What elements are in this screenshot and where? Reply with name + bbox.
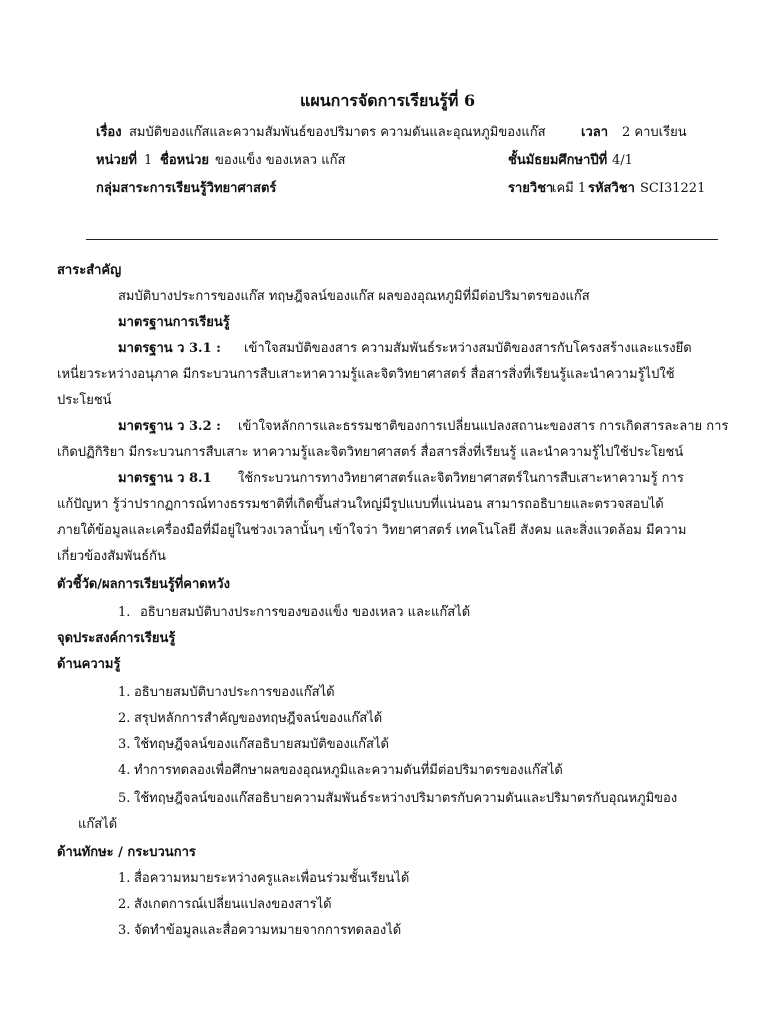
time-text: 2 คาบเรียน — [622, 125, 687, 140]
objective-item-continued: แก๊สได้ — [78, 817, 118, 832]
standard-3-2-text: เกิดปฏิกิริยา มีกระบวนการสืบเสาะ หาความรู้และจิตวิทยาศาสตร์ สื่อสารสิ่งที่เรียนรู้ และนำความรู้ไปใช้ประโยชน์ — [57, 445, 684, 460]
skill-number: 1. — [118, 871, 131, 886]
knowledge-heading: ด้านความรู้ — [57, 657, 121, 672]
objective-number: 2. — [118, 711, 131, 726]
objective-number: 3. — [118, 737, 131, 752]
objective-item: ทำการทดลองเพื่อศึกษาผลของอุณหภูมิและความดันที่มีต่อปริมาตรของแก๊สได้ — [134, 763, 563, 778]
standard-8-1-label: มาตรฐาน ว 8.1 — [118, 471, 212, 486]
topic-label: เรื่อง — [96, 125, 122, 140]
code-label: รหัสวิชา — [588, 181, 635, 196]
unit-name-label: ชื่อหน่วย — [160, 153, 210, 168]
standard-3-2-text: เข้าใจหลักการและธรรมชาติของการเปลี่ยนแปลงสถานะของสาร การเกิดสารละลาย การ — [238, 419, 729, 434]
unit-label: หน่วยที่ — [96, 153, 137, 168]
standard-8-1-text: เกี่ยวข้องสัมพันธ์กัน — [57, 549, 166, 564]
unit-name: ของแข็ง ของเหลว แก๊ส — [215, 153, 346, 168]
standard-8-1-text: ภายใต้ข้อมูลและเครื่องมือที่มีอยู่ในช่วงเวลานั้นๆ เข้าใจว่า วิทยาศาสตร์ เทคโนโลยี สังคม และสิ่งแวดล้อม มีความ — [57, 523, 687, 538]
skill-item: จัดทำข้อมูลและสื่อความหมายจากการทดลองได้ — [134, 923, 402, 938]
unit-number: 1 — [144, 153, 153, 168]
objective-item: ใช้ทฤษฎีจลน์ของแก๊สอธิบายสมบัติของแก๊สได้ — [134, 737, 389, 752]
objective-item: อธิบายสมบัติบางประการของแก๊สได้ — [134, 685, 335, 700]
standard-8-1-text: ใช้กระบวนการทางวิทยาศาสตร์และจิตวิทยาศาสตร์ในการสืบเสาะหาความรู้ การ — [238, 471, 684, 486]
essence-text: สมบัติบางประการของแก๊ส ทฤษฎีจลน์ของแก๊ส ผลของอุณหภูมิที่มีต่อปริมาตรของแก๊ส — [118, 289, 590, 304]
standard-3-1-text: เหนี่ยวระหว่างอนุภาค มีกระบวนการสืบเสาะหาความรู้และจิตวิทยาศาสตร์ สื่อสารสิ่งที่เรียนรู้และนำความรู้ไปใช้ — [57, 367, 675, 382]
skill-item: สังเกตการณ์เปลี่ยนแปลงของสารได้ — [134, 897, 332, 912]
standard-3-2-label: มาตรฐาน ว 3.2 : — [118, 419, 221, 434]
indicator-item: อธิบายสมบัติบางประการของของแข็ง ของเหลว และแก๊สได้ — [140, 605, 471, 620]
objective-number: 4. — [118, 763, 131, 778]
code-value: SCI31221 — [640, 181, 706, 196]
subject-label: รายวิชา — [508, 181, 554, 196]
skill-number: 3. — [118, 923, 131, 938]
learning-group: กลุ่มสาระการเรียนรู้วิทยาศาสตร์ — [96, 181, 277, 196]
grade-label: ชั้นมัธยมศึกษาปีที่ — [508, 153, 608, 168]
standard-3-1-text: ประโยชน์ — [57, 393, 112, 408]
standard-3-1-text: เข้าใจสมบัติของสาร ความสัมพันธ์ระหว่างสมบัติของสารกับโครงสร้างและแรงยึด — [244, 341, 692, 356]
skill-item: สื่อความหมายระหว่างครูและเพื่อนร่วมชั้นเรียนได้ — [134, 871, 410, 886]
objective-item: สรุปหลักการสำคัญของทฤษฎีจลน์ของแก๊สได้ — [134, 711, 383, 726]
skills-heading: ด้านทักษะ / กระบวนการ — [57, 845, 196, 860]
standard-3-1-label: มาตรฐาน ว 3.1 : — [118, 341, 221, 356]
essence-heading: สาระสำคัญ — [57, 263, 122, 278]
skill-number: 2. — [118, 897, 131, 912]
objective-number: 5. — [118, 791, 131, 806]
standards-heading: มาตรฐานการเรียนรู้ — [118, 315, 230, 330]
indicator-number: 1. — [118, 605, 131, 620]
topic-text: สมบัติของแก๊สและความสัมพันธ์ของปริมาตร ความดันและอุณหภูมิของแก๊ส — [129, 125, 546, 140]
objective-number: 1. — [118, 685, 131, 700]
objective-item: ใช้ทฤษฎีจลน์ของแก๊สอธิบายความสัมพันธ์ระหว่างปริมาตรกับความดันและปริมาตรกับอุณหภูมิของ — [134, 791, 678, 806]
subject-value: เคมี 1 — [552, 181, 587, 196]
grade-value: 4/1 — [612, 153, 633, 168]
standard-8-1-text: แก้ปัญหา รู้ว่าปรากฏการณ์ทางธรรมชาติที่เกิดขึ้นส่วนใหญ่มีรูปแบบที่แน่นอน สามารถอธิบายและตรวจสอบได้ — [57, 497, 664, 512]
time-label: เวลา — [581, 125, 609, 140]
objectives-heading: จุดประสงค์การเรียนรู้ — [57, 631, 176, 646]
indicators-heading: ตัวชี้วัด/ผลการเรียนรู้ที่คาดหวัง — [57, 577, 230, 592]
header-divider — [86, 239, 718, 240]
page-title: แผนการจัดการเรียนรู้ที่ 6 — [300, 91, 476, 110]
